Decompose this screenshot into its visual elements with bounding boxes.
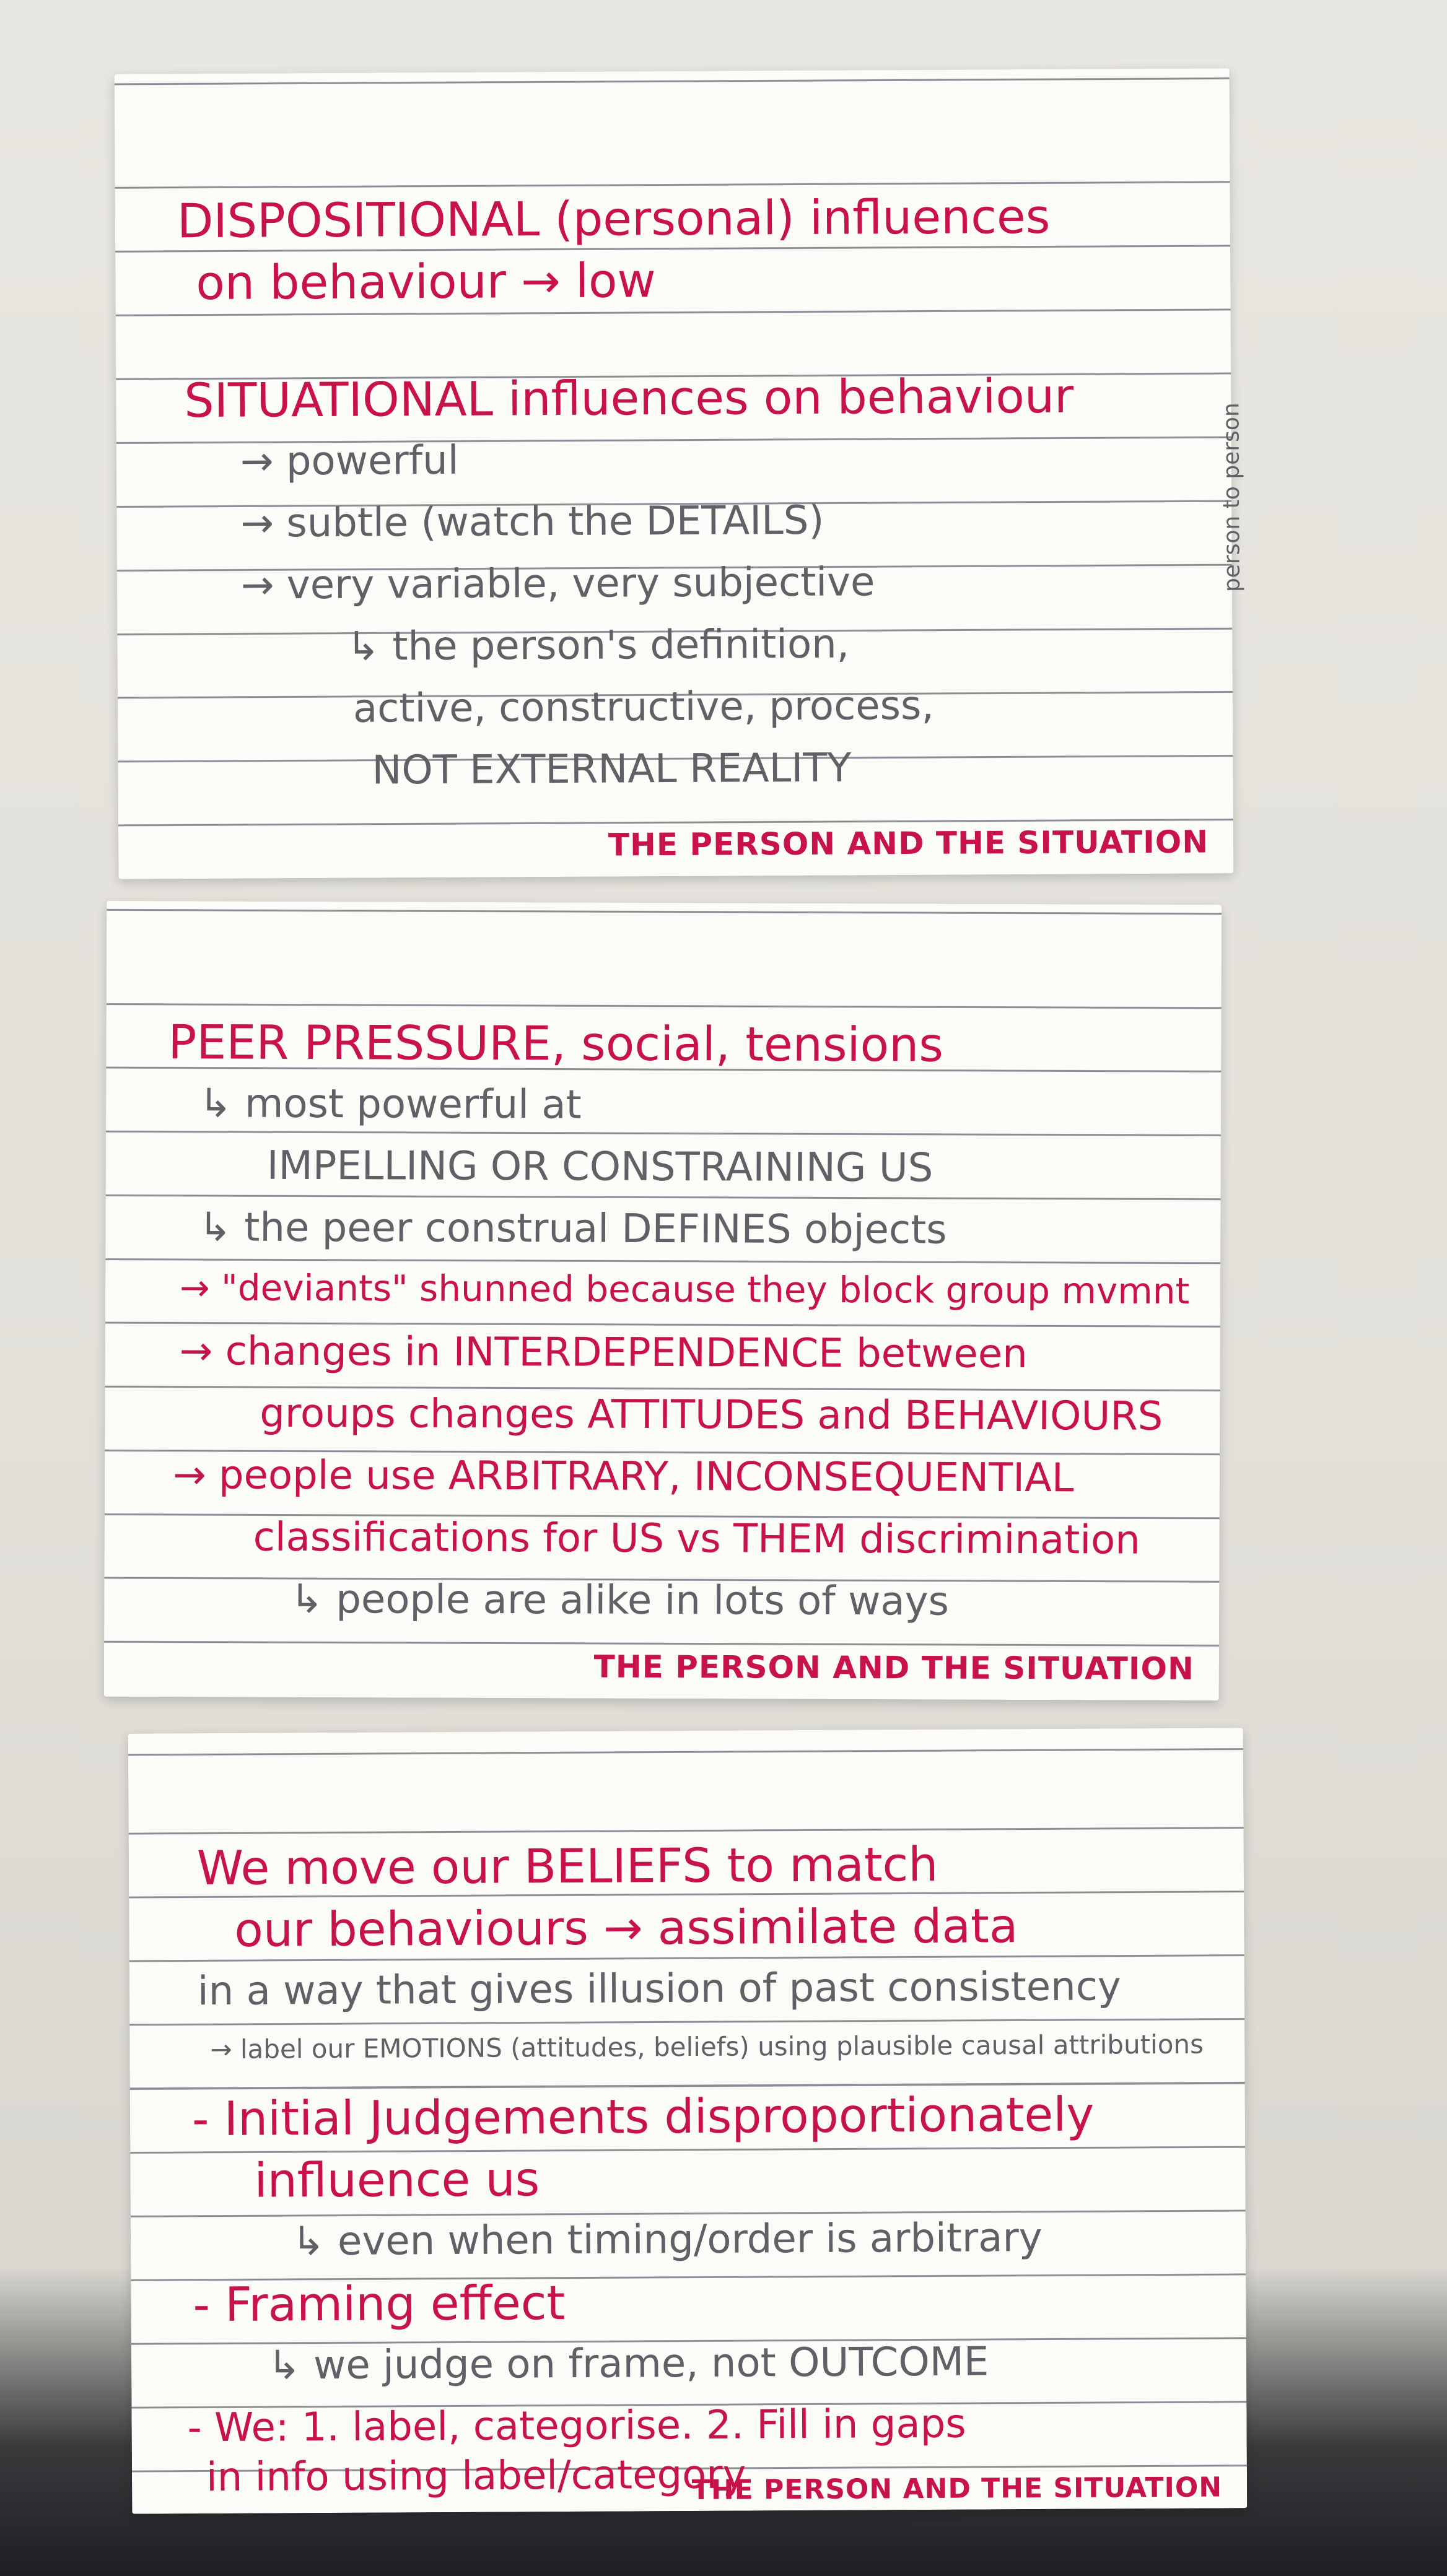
index-card-2 <box>104 901 1222 1700</box>
card3-line-3: in a way that gives illusion of past consistency <box>197 1964 1121 2015</box>
card1-line-8: active, constructive, process, <box>352 682 934 732</box>
card1-line-9: NOT EXTERNAL REALITY <box>372 745 852 794</box>
card1-line-1: DISPOSITIONAL (personal) influences <box>177 188 1051 249</box>
card3-line-4: → label our EMOTIONS (attitudes, beliefs) using plausible causal attributions <box>210 2029 1204 2065</box>
card2-line-1: PEER PRESSURE, social, tensions <box>168 1014 944 1073</box>
card2-line-5: → "deviants" shunned because they block group mvmnt <box>179 1266 1190 1312</box>
card1-line-7: ↳ the person's definition, <box>346 621 850 670</box>
card1-footer: THE PERSON AND THE SITUATION <box>608 824 1209 863</box>
card1-line-5: → subtle (watch the DETAILS) <box>240 497 824 547</box>
card3-line-10: - We: 1. label, categorise. 2. Fill in gaps <box>187 2401 966 2452</box>
card2-line-6: → changes in INTERDEPENDENCE between <box>179 1328 1028 1378</box>
index-card-3 <box>128 1728 1248 2513</box>
card2-line-9: classifications for US vs THEM discrimination <box>253 1514 1140 1564</box>
card2-line-10: ↳ people are alike in lots of ways <box>290 1576 950 1625</box>
index-card-1 <box>115 68 1246 879</box>
card3-line-5: - Initial Judgements disproportionately <box>191 2086 1095 2147</box>
card2-footer: THE PERSON AND THE SITUATION <box>593 1648 1195 1687</box>
card2-line-7: groups changes ATTITUDES and BEHAVIOURS <box>260 1390 1163 1440</box>
card3-line-11: in info using label/category <box>206 2452 746 2501</box>
card3-line-6: influence us <box>254 2151 540 2208</box>
card1-line-6: → very variable, very subjective <box>240 559 875 609</box>
card1-line-4: → powerful <box>240 437 459 485</box>
card2-line-3: IMPELLING OR CONSTRAINING US <box>266 1142 933 1191</box>
card3-footer: THE PERSON AND THE SITUATION <box>691 2471 1223 2506</box>
card1-line-3: SITUATIONAL influences on behaviour <box>184 368 1074 429</box>
card3-line-8: - Framing effect <box>193 2275 566 2333</box>
card3-line-7: ↳ even when timing/order is arbitrary <box>291 2215 1043 2265</box>
card2-line-2: ↳ most powerful at <box>198 1081 582 1128</box>
card3-line-1: We move our BELIEFS to match <box>196 1836 938 1896</box>
card3-line-9: ↳ we judge on frame, not OUTCOME <box>267 2339 989 2389</box>
card1-line-2: on behaviour → low <box>196 253 656 311</box>
card3-line-2: our behaviours → assimilate data <box>234 1898 1018 1957</box>
card1-margin-note: person to person <box>1218 402 1246 593</box>
card2-line-8: → people use ARBITRARY, INCONSEQUENTIAL <box>172 1452 1074 1502</box>
card2-line-4: ↳ the peer construal DEFINES objects <box>198 1204 947 1253</box>
